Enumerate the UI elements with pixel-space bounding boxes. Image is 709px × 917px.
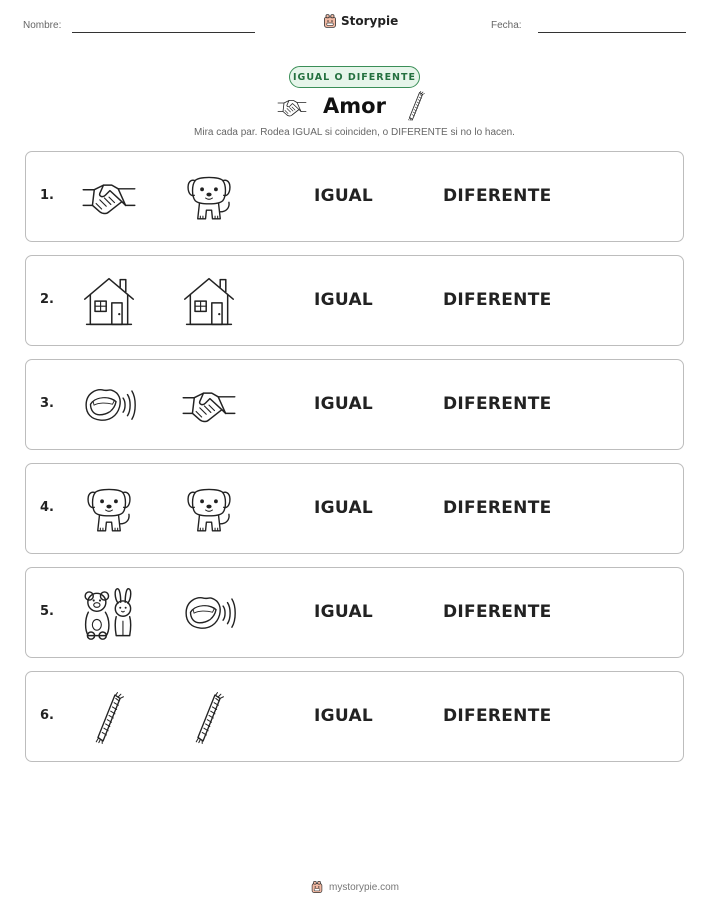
rope-icon [92, 691, 126, 745]
dog-icon [183, 484, 235, 536]
house-icon [81, 274, 137, 330]
name-label: Nombre: [23, 20, 62, 31]
date-line[interactable] [538, 32, 686, 33]
instructions: Mira cada par. Rodea IGUAL si coinciden, o DIFERENTE si no lo hacen. [194, 127, 515, 138]
same-option[interactable]: IGUAL [314, 706, 374, 726]
rope-icon [192, 691, 226, 745]
mascot-icon [322, 13, 338, 29]
house-icon [181, 274, 237, 330]
same-option[interactable]: IGUAL [314, 602, 374, 622]
same-option[interactable]: IGUAL [314, 290, 374, 310]
different-option[interactable]: DIFERENTE [443, 706, 552, 726]
item-picture-right [181, 378, 237, 434]
name-line[interactable] [72, 32, 255, 33]
different-option[interactable]: DIFERENTE [443, 186, 552, 206]
item-number: 6. [40, 708, 54, 723]
worksheet-type-badge: IGUAL O DIFERENTE [289, 66, 420, 88]
item-number: 3. [40, 396, 54, 411]
item-card [25, 567, 684, 658]
item-card [25, 463, 684, 554]
item-number: 4. [40, 500, 54, 515]
speaking-mouth-icon [82, 384, 136, 428]
date-label: Fecha: [491, 20, 522, 31]
footer-site: mystorypie.com [328, 881, 399, 893]
item-picture-left [81, 274, 137, 330]
same-option[interactable]: IGUAL [314, 186, 374, 206]
item-picture-right [181, 690, 237, 746]
item-picture-left [81, 170, 137, 226]
item-picture-left [81, 482, 137, 538]
item-picture-right [181, 586, 237, 642]
speaking-mouth-icon [182, 592, 236, 636]
item-card [25, 671, 684, 762]
item-card [25, 151, 684, 242]
rope-icon [406, 91, 426, 121]
item-number: 2. [40, 292, 54, 307]
handshake-icon [181, 383, 237, 429]
mascot-icon [310, 880, 324, 894]
item-picture-left [81, 690, 137, 746]
storypie-logo [322, 13, 398, 29]
different-option[interactable]: DIFERENTE [443, 290, 552, 310]
item-picture-right [181, 274, 237, 330]
same-option[interactable]: IGUAL [314, 394, 374, 414]
item-number: 1. [40, 188, 54, 203]
item-card [25, 255, 684, 346]
item-card [25, 359, 684, 450]
item-picture-right [181, 482, 237, 538]
dog-icon [183, 172, 235, 224]
item-picture-right [181, 170, 237, 226]
different-option[interactable]: DIFERENTE [443, 498, 552, 518]
footer [0, 880, 709, 894]
handshake-icon [81, 175, 137, 221]
item-number: 5. [40, 604, 54, 619]
different-option[interactable]: DIFERENTE [443, 394, 552, 414]
item-picture-left [81, 378, 137, 434]
dog-icon [83, 484, 135, 536]
teddy-bunny-icon [82, 587, 136, 641]
item-picture-left [81, 586, 137, 642]
page-title: Amor [323, 94, 386, 118]
brand-name: Storypie [341, 14, 399, 28]
same-option[interactable]: IGUAL [314, 498, 374, 518]
different-option[interactable]: DIFERENTE [443, 602, 552, 622]
